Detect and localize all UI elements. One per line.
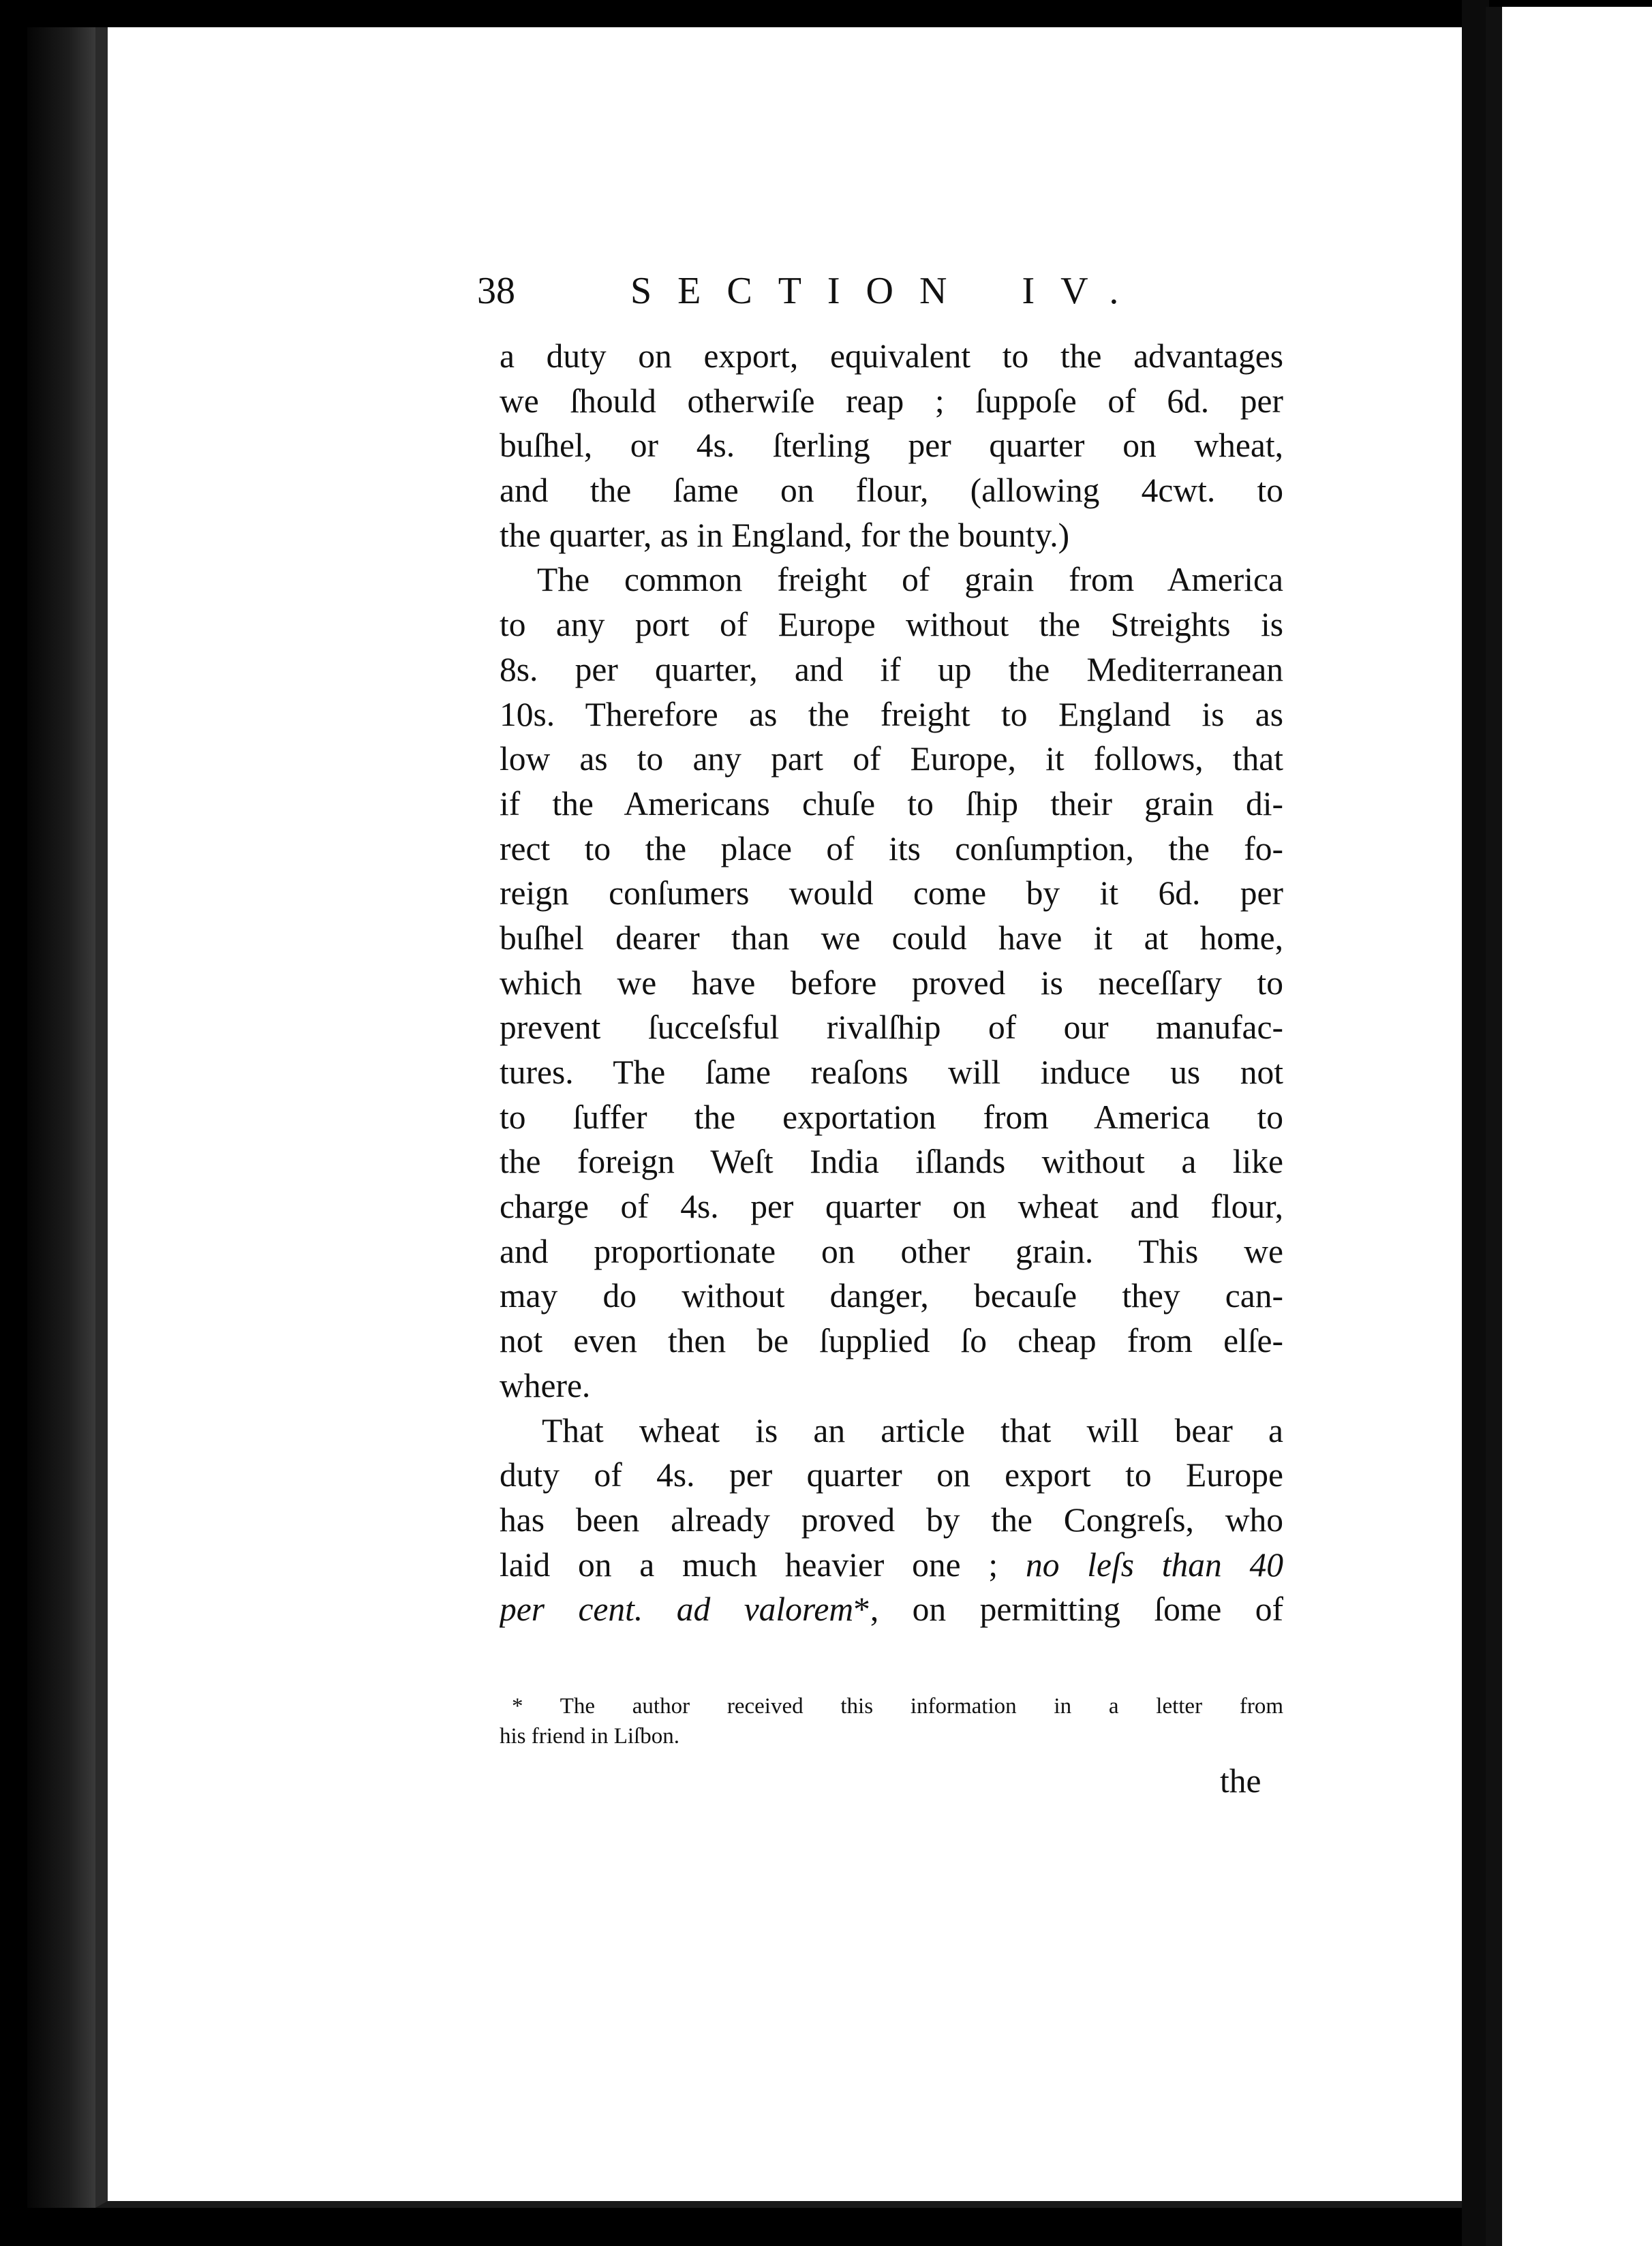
text-line: to any port of Europe without the Streights is	[500, 606, 1283, 644]
text-line: not even then be ſupplied ſo cheap from elſe-	[500, 1322, 1283, 1360]
text-line: a duty on export, equivalent to the advantages	[500, 337, 1283, 375]
text-line: charge of 4s. per quarter on wheat and flour,	[500, 1188, 1283, 1226]
text-line: may do without danger, becauſe they can-	[500, 1277, 1283, 1315]
next-page-edge	[1486, 7, 1652, 2246]
text-line	[500, 1543, 1283, 1588]
text-line: tures. The ſame reaſons will induce us not	[500, 1053, 1283, 1091]
text-line: The common freight of grain from America	[537, 561, 1283, 599]
italic-text: per cent. ad valorem	[500, 1590, 854, 1629]
catchword: the	[1220, 1762, 1261, 1800]
text-line: reign conſumers would come by it 6d. per	[500, 874, 1283, 912]
text-line: That wheat is an article that will bear a	[542, 1411, 1283, 1449]
text-line: has been already proved by the Congreſs, who	[500, 1501, 1283, 1539]
running-head	[477, 269, 1179, 324]
text-line: to ſuffer the exportation from America to	[500, 1098, 1283, 1136]
text-line: which we have before proved is neceſſary to	[500, 964, 1283, 1002]
italic-text: no leſs than 40	[1025, 1545, 1283, 1584]
right-gutter-shadow	[1462, 0, 1489, 2246]
text-line: the foreign Weſt India iſlands without a like	[500, 1143, 1283, 1181]
text-line: we ſhould otherwiſe reap ; ſuppoſe of 6d. per	[500, 382, 1283, 420]
text-line: buſhel dearer than we could have it at home,	[500, 919, 1283, 957]
text-run: laid on a much heavier one ;	[500, 1545, 998, 1584]
footnote-line: * The author received this information in a letter from	[512, 1694, 1283, 1719]
text-run: , on permitting ſome of	[870, 1590, 1283, 1629]
text-line: if the Americans chuſe to ſhip their grain di-	[500, 784, 1283, 822]
text-line: and the ſame on flour, (allowing 4cwt. to	[500, 472, 1283, 510]
text-line: 8s. per quarter, and if up the Mediterranean	[500, 650, 1283, 688]
text-line: the quarter, as in England, for the bounty.)	[500, 516, 1070, 554]
footnote-line: his friend in Liſbon.	[500, 1724, 679, 1749]
footnote-marker: *	[853, 1590, 870, 1629]
text-line: rect to the place of its conſumption, the fo-	[500, 829, 1283, 867]
text-line: where.	[500, 1366, 591, 1404]
page-number: 38	[477, 270, 515, 312]
text-line: prevent ſucceſsful rivalſhip of our manufac-	[500, 1009, 1283, 1047]
section-title: SECTION IV.	[630, 270, 1145, 312]
text-line: and proportionate on other grain. This we	[500, 1232, 1283, 1270]
text-line: duty of 4s. per quarter on export to Europe	[500, 1456, 1283, 1494]
text-line	[500, 1587, 1283, 1632]
footnote	[500, 1691, 1283, 1751]
text-line: low as to any part of Europe, it follows, that	[500, 740, 1283, 778]
left-gutter-shadow	[27, 27, 95, 2208]
text-line: 10s. Therefore as the freight to England is as	[500, 695, 1283, 733]
body-text	[500, 334, 1283, 1632]
text-line: buſhel, or 4s. ſterling per quarter on wheat,	[500, 427, 1283, 465]
